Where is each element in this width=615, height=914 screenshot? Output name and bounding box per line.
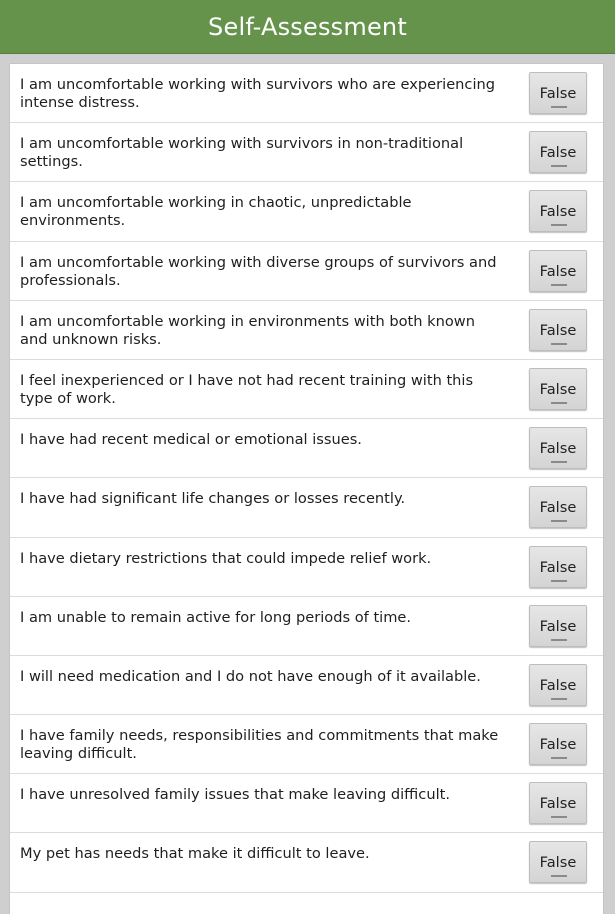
statement-text: I feel inexperienced or I have not had recent training with this type of work. (20, 371, 474, 407)
true-false-toggle-button[interactable] (529, 664, 587, 706)
toggle-label: False (539, 85, 577, 102)
toggle-label: False (539, 321, 577, 339)
toggle-indicator-icon (551, 816, 567, 818)
true-false-toggle-button[interactable] (529, 841, 587, 883)
toggle-indicator-icon (551, 698, 567, 700)
list-item (10, 833, 603, 892)
toggle-indicator-icon (551, 224, 567, 226)
toggle-indicator-icon (551, 461, 567, 463)
toggle-label: False (539, 558, 577, 576)
statement-text: I am unable to remain active for long periods of time. (20, 608, 412, 626)
toggle-label: False (539, 499, 577, 517)
toggle-indicator-icon (551, 875, 567, 877)
assessment-list[interactable] (10, 64, 603, 914)
list-item (10, 597, 603, 656)
true-false-toggle-button[interactable] (529, 546, 587, 588)
true-false-toggle-button[interactable] (529, 427, 587, 469)
list-item (10, 301, 603, 360)
list-item (10, 478, 603, 537)
true-false-toggle-button[interactable] (529, 72, 587, 114)
list-item (10, 242, 603, 301)
statement-text: I have unresolved family issues that make leaving difficult. (20, 786, 450, 804)
toggle-indicator-icon (551, 343, 567, 345)
true-false-toggle-button[interactable] (529, 190, 587, 232)
list-item (10, 656, 603, 715)
list-item (10, 774, 603, 833)
statement-text: I have family needs, responsibilities and commitments that make leaving difficult. (20, 727, 499, 763)
toggle-label: False (539, 676, 577, 694)
true-false-toggle-button[interactable] (529, 250, 587, 292)
toggle-indicator-icon (551, 757, 567, 759)
statement-text: I have dietary restrictions that could impede relief work. (20, 549, 432, 567)
true-false-toggle-button[interactable] (529, 368, 587, 410)
statement-text: I will need medication and I do not have enough of it available. (20, 667, 481, 685)
statement-text: I am uncomfortable working with diverse groups of survivors and professionals. (20, 253, 497, 289)
list-item (10, 64, 603, 123)
toggle-label: False (539, 440, 577, 458)
statement-text: I am uncomfortable working with survivors who are experiencing intense distress. (20, 76, 496, 111)
statement-text: I am uncomfortable working with survivors in non-traditional settings. (20, 135, 464, 171)
statement-text: I am uncomfortable working in chaotic, unpredictable environments. (20, 194, 412, 230)
true-false-toggle-button[interactable] (529, 605, 587, 647)
list-item (10, 538, 603, 597)
list-item (10, 419, 603, 478)
true-false-toggle-button[interactable] (529, 486, 587, 528)
page-title: Self-Assessment (208, 12, 407, 41)
toggle-label: False (539, 736, 577, 754)
list-item (10, 360, 603, 419)
toggle-indicator-icon (551, 402, 567, 404)
toggle-indicator-icon (551, 639, 567, 641)
list-item (10, 182, 603, 241)
toggle-indicator-icon (551, 165, 567, 167)
toggle-label: False (539, 380, 577, 398)
toggle-label: False (539, 854, 577, 872)
true-false-toggle-button[interactable] (529, 131, 587, 173)
list-item (10, 715, 603, 774)
statement-text: My pet has needs that make it difficult to leave. (20, 845, 370, 863)
toggle-indicator-icon (551, 106, 567, 108)
toggle-label: False (539, 795, 577, 813)
toggle-label: False (539, 617, 577, 635)
statement-text: I have had significant life changes or losses recently. (20, 490, 406, 508)
true-false-toggle-button[interactable] (529, 782, 587, 824)
true-false-toggle-button[interactable] (529, 309, 587, 351)
statement-text: I have had recent medical or emotional issues. (20, 431, 362, 449)
toggle-indicator-icon (551, 580, 567, 582)
statement-text: I am uncomfortable working in environments with both known and unknown risks. (20, 312, 475, 348)
toggle-label: False (539, 262, 577, 280)
toggle-label: False (539, 144, 577, 162)
true-false-toggle-button[interactable] (529, 723, 587, 765)
toggle-indicator-icon (551, 520, 567, 522)
list-item (10, 123, 603, 182)
toggle-indicator-icon (551, 284, 567, 286)
app-header (0, 0, 615, 54)
toggle-label: False (539, 203, 577, 221)
